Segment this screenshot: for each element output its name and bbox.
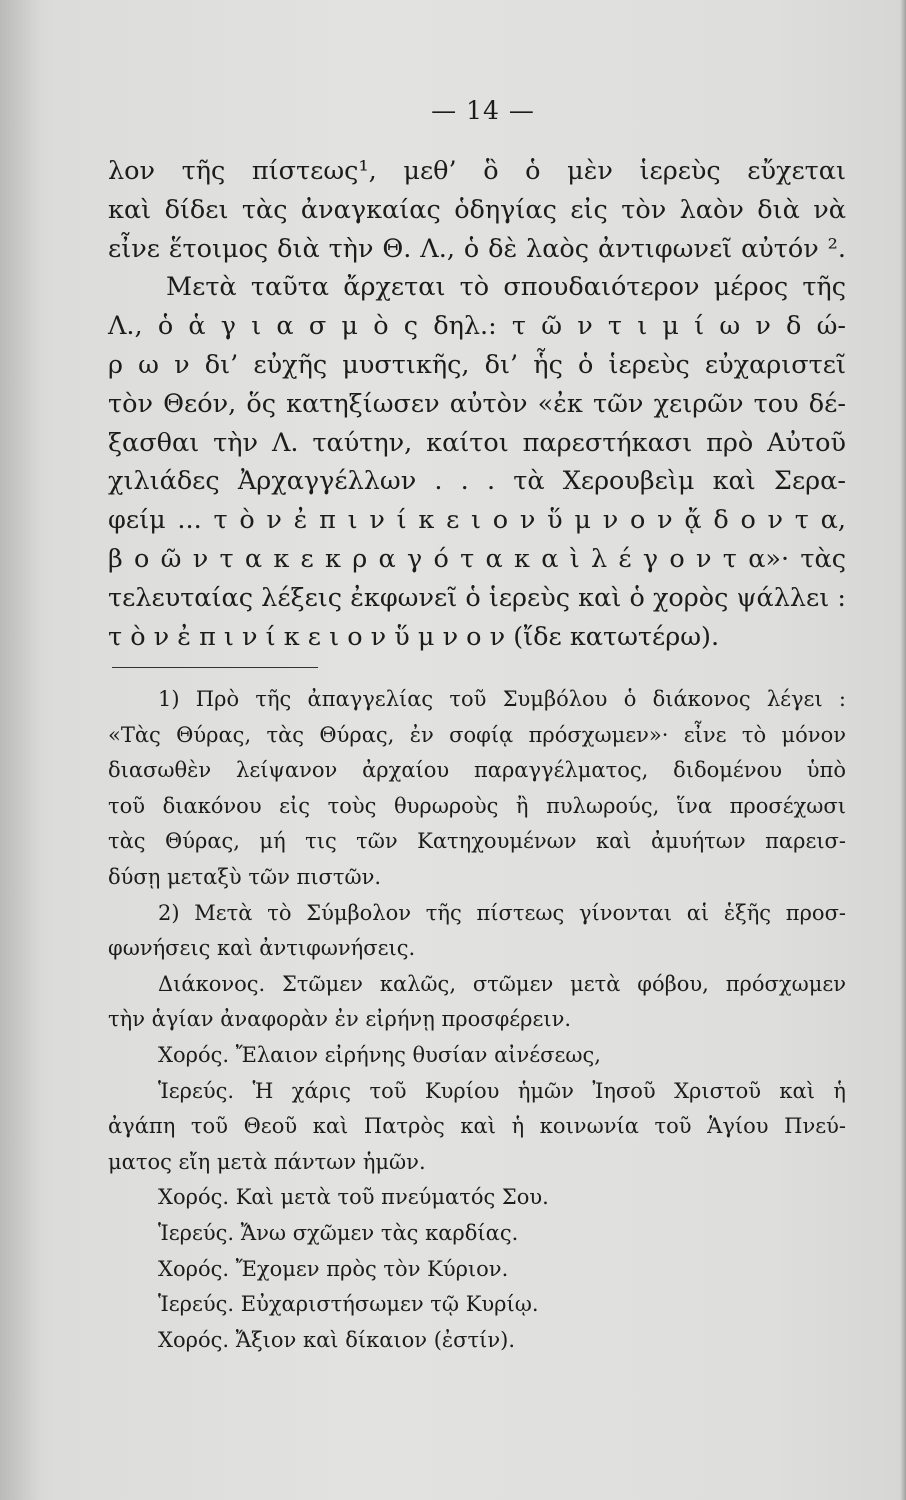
main-text <box>108 152 846 656</box>
footnote-line: 2) Μετὰ τὸ Σύμβολον τῆς πίστεως γίνονται αἱ ἑξῆς προσ- <box>158 900 846 925</box>
text-line: ξασθαι τὴν Λ. ταύτην, καίτοι παρεστήκασι πρὸ Αὐτοῦ <box>108 427 846 458</box>
footnote-line: διασωθὲν λείψανον ἀρχαίου παραγγέλματος, διδομένου ὑπὸ <box>108 758 846 783</box>
text-line: τὸν Θεόν, ὅς κατηξίωσεν αὐτὸν «ἐκ τῶν χειρῶν του δέ- <box>108 388 846 419</box>
text-line: τελευταίας λέξεις ἐκφωνεῖ ὁ ἱερεὺς καὶ ὁ χορὸς ψάλλει : <box>108 582 846 613</box>
footnote-line: τὴν ἁγίαν ἀναφορὰν ἐν εἰρήνῃ προσφέρειν. <box>108 1007 572 1032</box>
text-line: εἶνε ἕτοιμος διὰ τὴν Θ. Λ., ὁ δὲ λαὸς ἀντιφωνεῖ αὐτόν ². <box>108 233 846 264</box>
footnote-line: «Τὰς Θύρας, τὰς Θύρας, ἐν σοφίᾳ πρόσχωμεν»· εἶνε τὸ μόνον <box>108 722 846 747</box>
footnote-line: Ἱερεύς. Εὐχαριστήσωμεν τῷ Κυρίῳ. <box>158 1292 539 1317</box>
text-line: καὶ δίδει τὰς ἀναγκαίας ὁδηγίας εἰς τὸν λαὸν διὰ νὰ <box>108 194 846 225</box>
footnote-line: ματος εἴη μετὰ πάντων ἡμῶν. <box>108 1149 426 1174</box>
footnote-line: τὰς Θύρας, μή τις τῶν Κατηχουμένων καὶ ἀμυήτων παρεισ- <box>108 829 846 854</box>
footnotes <box>108 682 846 1358</box>
footnote-line: τοῦ διακόνου εἰς τοὺς θυρωροὺς ἢ πυλωρούς, ἵνα προσέχωσι <box>108 793 846 818</box>
footnote-line: Ἱερεύς. Ἄνω σχῶμεν τὰς καρδίας. <box>158 1220 519 1245</box>
text-line: Λ., ὁ ἁ γ ι α σ μ ὸ ς δηλ.: τ ῶ ν τ ι μ ί ω ν δ ώ- <box>108 311 846 342</box>
text-line: τ ὸ ν ἐ π ι ν ί κ ε ι ο ν ὕ μ ν ο ν (ἴδε κατωτέρω). <box>108 621 720 652</box>
text-line: λον τῆς πίστεως¹, μεθ’ ὃ ὁ μὲν ἱερεὺς εὔχεται <box>108 156 846 186</box>
footnote-line: Χορός. Ἔλαιον εἰρήνης θυσίαν αἰνέσεως, <box>158 1042 601 1067</box>
footnote-rule <box>112 667 318 668</box>
page-edge <box>900 0 906 1500</box>
footnote-line: φωνήσεις καὶ ἀντιφωνήσεις. <box>108 936 416 961</box>
text-line: β ο ῶ ν τ α κ ε κ ρ α γ ό τ α κ α ὶ λ έ γ ο ν τ α»· τὰς <box>108 543 846 574</box>
text-line: Μετὰ ταῦτα ἄρχεται τὸ σπουδαιότερον μέρος τῆς <box>166 272 846 303</box>
text-line: φείμ ... τ ὸ ν ἐ π ι ν ί κ ε ι ο ν ὕ μ ν ο ν ᾄ δ ο ν τ α, <box>108 505 846 536</box>
footnote-line: 1) Πρὸ τῆς ἀπαγγελίας τοῦ Συμβόλου ὁ διάκονος λέγει : <box>158 687 846 711</box>
footnote-line: Χορός. Καὶ μετὰ τοῦ πνεύματός Σου. <box>158 1185 549 1210</box>
text-line: χιλιάδες Ἀρχαγγέλλων . . . τὰ Χερουβεὶμ καὶ Σερα- <box>108 466 846 497</box>
footnote-line: Διάκονος. Στῶμεν καλῶς, στῶμεν μετὰ φόβου, πρόσχωμεν <box>158 971 846 996</box>
page-number: — 14 — <box>431 96 535 125</box>
footnote-line: Χορός. Ἔχομεν πρὸς τὸν Κύριον. <box>158 1256 509 1281</box>
spine-shadow <box>0 0 40 1500</box>
footnote-line: Χορός. Ἄξιον καὶ δίκαιον (ἐστίν). <box>158 1327 515 1352</box>
footnote-line: δύσῃ μεταξὺ τῶν πιστῶν. <box>108 864 382 889</box>
text-line: ρ ω ν δι’ εὐχῆς μυστικῆς, δι’ ἧς ὁ ἱερεὺς εὐχαριστεῖ <box>108 349 846 380</box>
footnote-line: ἀγάπη τοῦ Θεοῦ καὶ Πατρὸς καὶ ἡ κοινωνία τοῦ Ἁγίου Πνεύ- <box>108 1114 846 1139</box>
footnote-line: Ἱερεύς. Ἡ χάρις τοῦ Κυρίου ἡμῶν Ἰησοῦ Χριστοῦ καὶ ἡ <box>158 1078 846 1103</box>
